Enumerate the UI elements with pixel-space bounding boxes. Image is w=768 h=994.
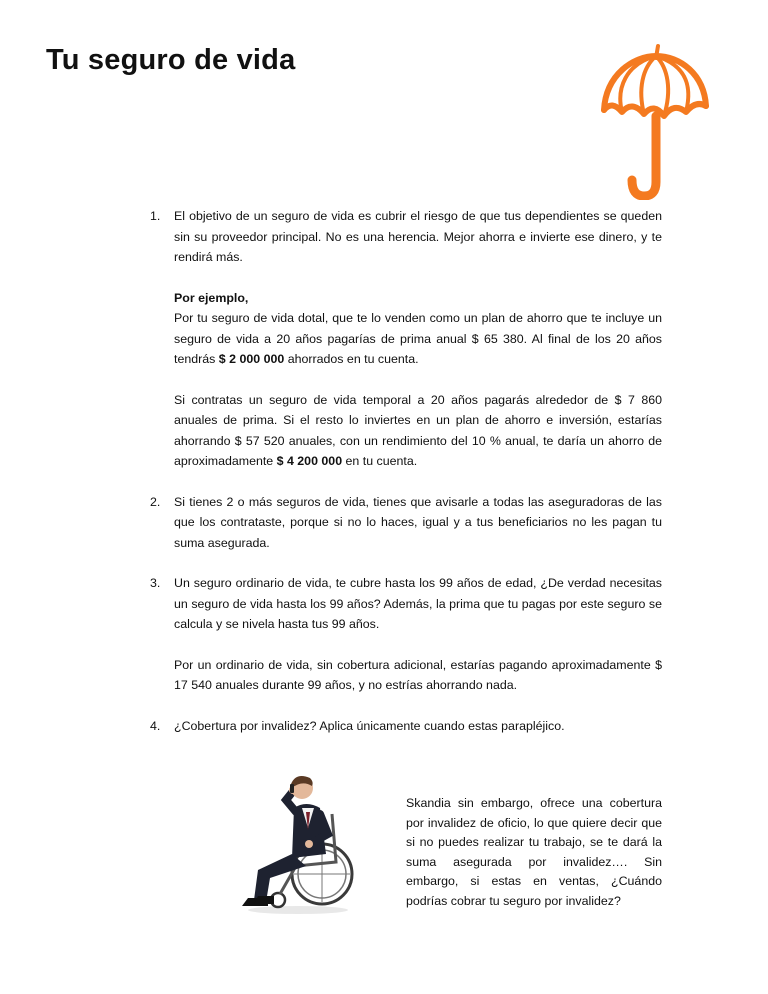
umbrella-icon: [598, 44, 710, 200]
numbered-list: [150, 206, 662, 756]
paragraph-dotal: Por tu seguro de vida dotal, que te lo venden como un plan de ahorro que te incluye un seguro de vida a 20 años pagarías de prima anual $ 65 380. Al final de los 20 años tendrás $ 2 000 000 ahorrados en tu cuenta.: [174, 311, 662, 366]
man-in-wheelchair-illustration: [236, 770, 360, 916]
list-item-2: [150, 492, 662, 554]
list-number: 1.: [150, 209, 161, 223]
side-paragraph: Skandia sin embargo, ofrece una cobertura por invalidez de oficio, lo que quiere decir que si no puedes realizar tu trabajo, se te dará la suma asegurada por invalidez…. Sin embargo, si estas en ventas, ¿Cuándo podrías cobrar tu seguro por invalidez?: [406, 796, 662, 908]
example-heading: Por ejemplo,: [174, 290, 249, 305]
paragraph: El objetivo de un seguro de vida es cubrir el riesgo de que tus dependientes se queden sin su proveedor principal. No es una herencia. Mejor ahorra e invierte ese dinero, y te rendirá más.: [174, 209, 662, 264]
list-number: 2.: [150, 494, 161, 509]
list-item-3: [150, 573, 662, 696]
list-number: 3.: [150, 576, 161, 590]
list-item-4: [150, 716, 662, 737]
amount-highlight: $ 4 200 000: [276, 454, 343, 468]
list-item-1: [150, 206, 662, 472]
paragraph: Un seguro ordinario de vida, te cubre hasta los 99 años de edad, ¿De verdad necesitas un seguro de vida hasta los 99 años? Además, la prima que tu pagas por este seguro se calcula y se nivela hasta tus 99 años.: [174, 576, 662, 631]
paragraph: ¿Cobertura por invalidez? Aplica únicamente cuando estas parapléjico.: [174, 718, 565, 733]
page-title: Tu seguro de vida: [46, 44, 296, 76]
paragraph: Por un ordinario de vida, sin cobertura adicional, estarías pagando aproximadamente $ 17 540 anuales durante 99 años, y no estrías ahorrando nada.: [174, 657, 662, 692]
list-number: 4.: [150, 718, 161, 733]
paragraph-temporal: Si contratas un seguro de vida temporal a 20 años pagarás alrededor de $ 7 860 anuales de prima. Si el resto lo inviertes en un plan de ahorro e inversión, estarías ahorrando $ 57 520 anuales, con un rendimiento del 10 % anual, te daría un ahorro de aproximadamente $ 4 200 000 en tu cuenta.: [174, 392, 662, 468]
amount-highlight: $ 2 000 000: [218, 352, 285, 366]
paragraph: Si tienes 2 o más seguros de vida, tienes que avisarle a todas las aseguradoras de las que los contrataste, porque si no lo haces, igual y a tus beneficiarios no les pagan tu suma asegurada.: [174, 494, 662, 550]
